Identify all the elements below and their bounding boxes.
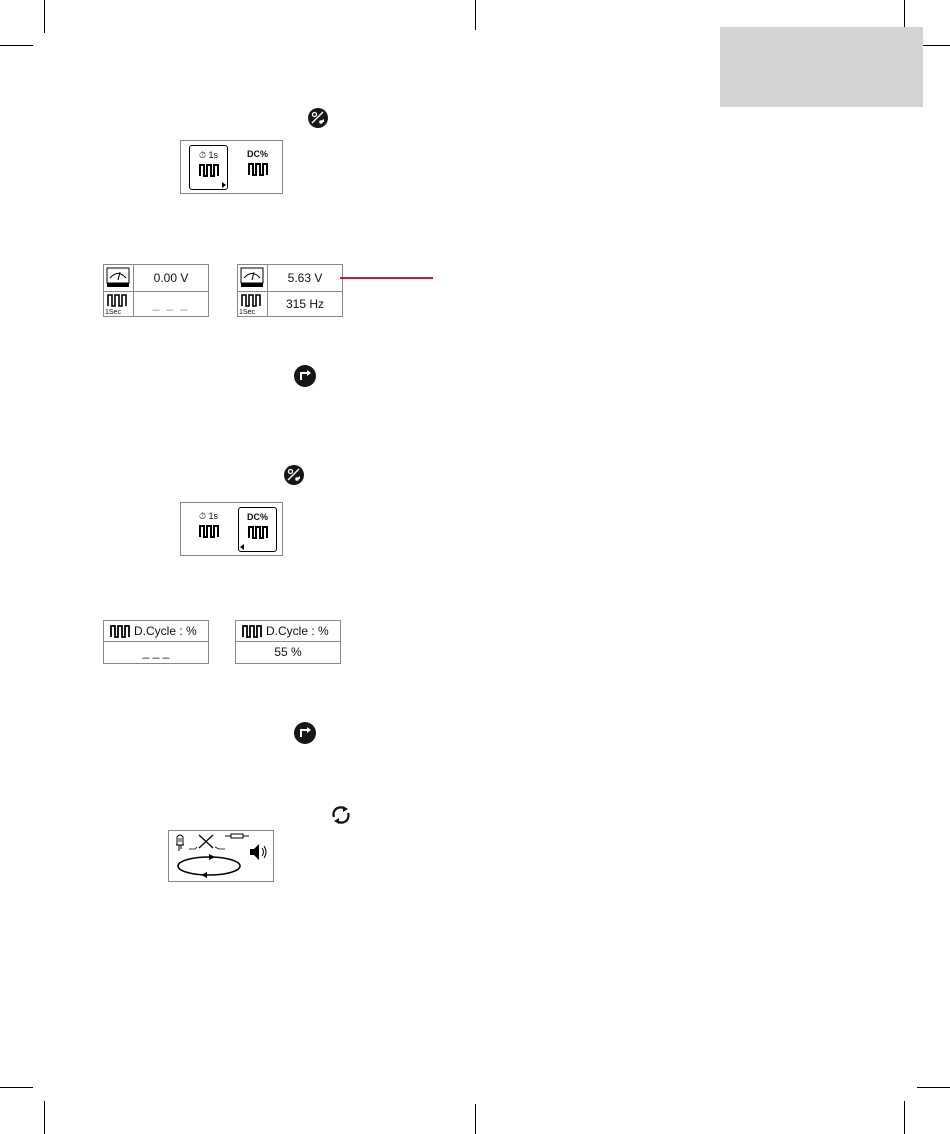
fuse-icon xyxy=(225,834,249,838)
time-base-label: 1Sec xyxy=(105,309,121,316)
speaker-icon xyxy=(250,844,266,860)
probe-tips-icon xyxy=(189,835,225,849)
duty-cycle-value: _ _ _ xyxy=(142,645,170,659)
time-base-label: 1Sec xyxy=(239,309,255,316)
section-tab xyxy=(720,27,923,107)
mode-option-duty-cycle-label: DC% xyxy=(246,149,268,159)
mode-option-duty-cycle-label: DC% xyxy=(246,512,268,522)
duty-cycle-readout xyxy=(235,620,341,664)
center-mark xyxy=(475,0,476,30)
pulse-icon xyxy=(104,291,134,317)
mode-option-duty-cycle[interactable] xyxy=(238,507,277,552)
square-wave-icon xyxy=(199,163,219,177)
frequency-value: _ _ _ xyxy=(152,297,190,311)
square-wave-icon xyxy=(199,524,219,538)
duty-cycle-header xyxy=(236,621,340,642)
duty-cycle-value: 55 % xyxy=(274,645,302,659)
mode-selector xyxy=(180,140,283,194)
mode-option-frequency[interactable] xyxy=(189,507,228,552)
cycle-ellipse xyxy=(178,854,240,878)
enter-arrow-icon xyxy=(294,365,316,387)
duty-cycle-title: D.Cycle : % xyxy=(266,624,329,638)
square-wave-icon xyxy=(248,162,268,176)
duty-cycle-title: D.Cycle : % xyxy=(134,624,197,638)
enter-button[interactable] xyxy=(294,365,316,387)
enter-arrow-icon xyxy=(294,722,316,744)
cycle-button[interactable] xyxy=(329,804,353,826)
led-icon xyxy=(176,835,184,851)
voltage-value: 0.00 V xyxy=(153,271,189,285)
voltage-frequency-readout xyxy=(237,264,343,317)
duty-cycle-header xyxy=(104,621,208,642)
crop-mark xyxy=(0,1087,33,1088)
cycle-refresh-icon xyxy=(329,804,353,826)
voltage-frequency-readout xyxy=(103,264,209,317)
crop-mark xyxy=(0,45,33,46)
crop-mark xyxy=(917,1087,950,1088)
callout-line xyxy=(340,277,433,279)
selected-indicator xyxy=(222,182,226,188)
function-cycle-display xyxy=(168,830,274,882)
frequency-row xyxy=(238,291,342,317)
pulse-icon xyxy=(238,291,268,317)
square-wave-icon xyxy=(110,625,130,638)
mode-option-frequency-label: ⏱ 1s xyxy=(198,511,219,521)
selected-indicator xyxy=(240,544,244,550)
probe-mode-button[interactable] xyxy=(308,108,328,128)
voltage-value: 5.63 V xyxy=(287,271,323,285)
frequency-row xyxy=(104,291,208,317)
probe-mode-icon xyxy=(284,465,304,485)
function-cycle-diagram xyxy=(169,831,273,881)
probe-mode-button[interactable] xyxy=(284,465,304,485)
meter-icon xyxy=(238,265,268,291)
center-mark xyxy=(475,1104,476,1134)
duty-cycle-readout xyxy=(103,620,209,664)
voltage-row xyxy=(104,265,208,292)
crop-mark xyxy=(44,1101,45,1134)
probe-mode-icon xyxy=(308,108,328,128)
mode-selector xyxy=(180,502,283,556)
meter-icon xyxy=(104,265,134,291)
square-wave-icon xyxy=(248,525,268,539)
square-wave-icon xyxy=(242,625,262,638)
mode-option-frequency-label: ⏱ 1s xyxy=(198,150,219,160)
frequency-value: 315 Hz xyxy=(285,297,325,311)
mode-option-frequency[interactable] xyxy=(189,145,228,190)
crop-mark xyxy=(44,0,45,33)
crop-mark xyxy=(904,1101,905,1134)
voltage-row xyxy=(238,265,342,292)
mode-option-duty-cycle[interactable] xyxy=(238,145,277,190)
enter-button[interactable] xyxy=(294,722,316,744)
